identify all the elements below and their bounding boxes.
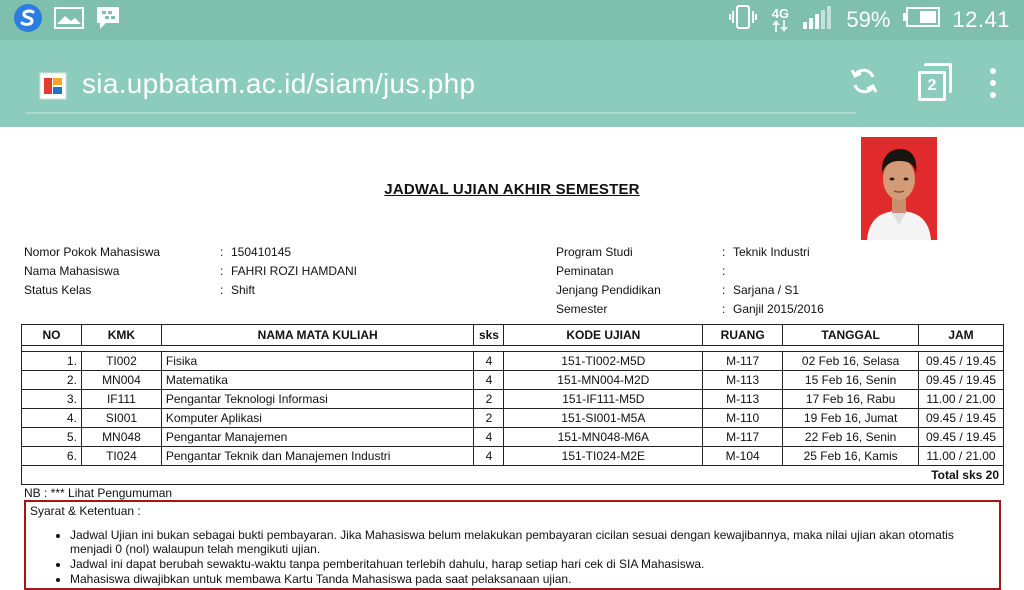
row-kmk: TI024 (81, 447, 161, 466)
col-header-kmk: KMK (81, 325, 161, 346)
row-room: M-104 (703, 447, 783, 466)
row-date: 15 Feb 16, Senin (783, 371, 919, 390)
row-sks: 4 (474, 447, 504, 466)
row-kmk: SI001 (81, 409, 161, 428)
reload-icon[interactable] (848, 65, 880, 102)
row-exam-code: 151-MN048-M6A (504, 428, 703, 447)
row-sks: 2 (474, 390, 504, 409)
address-bar[interactable] (26, 54, 856, 114)
row-room: M-110 (703, 409, 783, 428)
col-header-course-name: NAMA MATA KULIAH (161, 325, 474, 346)
info-colon: : (220, 264, 224, 278)
exam-schedule-table (21, 324, 1004, 485)
notification-icons (12, 4, 122, 36)
battery-icon (902, 6, 940, 34)
info-colon: : (722, 283, 726, 297)
info-label: Program Studi (556, 245, 633, 259)
terms-list (70, 528, 995, 587)
web-page (0, 127, 1024, 586)
table-total-row (22, 466, 1004, 485)
row-course-name: Komputer Aplikasi (161, 409, 474, 428)
student-info (24, 243, 357, 300)
info-row (24, 281, 357, 300)
info-row (556, 262, 824, 281)
network-type-label: 4G (771, 6, 790, 21)
info-label: Semester (556, 302, 608, 316)
row-time: 09.45 / 19.45 (919, 409, 1004, 428)
row-course-name: Matematika (161, 371, 474, 390)
col-header-sks: sks (474, 325, 504, 346)
row-kmk: IF111 (81, 390, 161, 409)
info-row (24, 243, 357, 262)
row-sks: 4 (474, 428, 504, 447)
info-row (556, 300, 824, 319)
info-colon: : (220, 245, 224, 259)
terms-box (24, 500, 1001, 590)
row-date: 02 Feb 16, Selasa (783, 352, 919, 371)
student-photo (861, 137, 937, 240)
row-kmk: MN004 (81, 371, 161, 390)
semester-value: Ganjil 2015/2016 (733, 302, 824, 316)
row-time: 11.00 / 21.00 (919, 390, 1004, 409)
row-room: M-113 (703, 390, 783, 409)
info-label: Nama Mahasiswa (24, 264, 120, 278)
row-sks: 4 (474, 352, 504, 371)
row-no: 2. (22, 371, 82, 390)
menu-kebab-icon[interactable] (988, 68, 998, 98)
info-row (24, 262, 357, 281)
row-no: 5. (22, 428, 82, 447)
info-label: Peminatan (556, 264, 614, 278)
row-sks: 2 (474, 409, 504, 428)
info-row (556, 281, 824, 300)
row-date: 17 Feb 16, Rabu (783, 390, 919, 409)
system-icons (728, 0, 1010, 40)
vibrate-icon (728, 4, 758, 36)
info-colon: : (722, 245, 726, 259)
education-level-value: Sarjana / S1 (733, 283, 800, 297)
info-label: Nomor Pokok Mahasiswa (24, 245, 161, 259)
row-no: 3. (22, 390, 82, 409)
signal-strength-icon (802, 4, 834, 36)
info-colon: : (722, 302, 726, 316)
row-room: M-117 (703, 352, 783, 371)
row-date: 25 Feb 16, Kamis (783, 447, 919, 466)
row-room: M-113 (703, 371, 783, 390)
terms-item: • Jadwal ini dapat berubah sewaktu-waktu tanpa pemberitahuan terlebih dahulu, harap setiap hari cek di SIA Mahasiswa. (70, 557, 995, 571)
row-course-name: Pengantar Manajemen (161, 428, 474, 447)
row-no: 4. (22, 409, 82, 428)
tab-switcher-button[interactable] (916, 63, 952, 103)
col-header-time: JAM (919, 325, 1004, 346)
total-sks: Total sks 20 (22, 466, 1004, 485)
nb-note: NB : *** Lihat Pengumuman (24, 486, 173, 500)
row-time: 09.45 / 19.45 (919, 428, 1004, 447)
table-row (22, 447, 1004, 466)
terms-item: • Mahasiswa diwajibkan untuk membawa Kartu Tanda Mahasiswa pada saat pelaksanaan ujian. (70, 572, 995, 586)
row-sks: 4 (474, 371, 504, 390)
row-course-name: Fisika (161, 352, 474, 371)
row-exam-code: 151-SI001-M5A (504, 409, 703, 428)
row-exam-code: 151-IF111-M5D (504, 390, 703, 409)
tab-count: 2 (918, 71, 946, 101)
info-label: Jenjang Pendidikan (556, 283, 661, 297)
table-row (22, 390, 1004, 409)
terms-title: Syarat & Ketentuan : (30, 504, 141, 518)
col-header-no: NO (22, 325, 82, 346)
url-text[interactable]: sia.upbatam.ac.id/siam/jus.php (82, 68, 476, 99)
battery-percent: 59% (846, 7, 891, 32)
row-kmk: MN048 (81, 428, 161, 447)
row-time: 09.45 / 19.45 (919, 352, 1004, 371)
row-date: 22 Feb 16, Senin (783, 428, 919, 447)
info-row (556, 243, 824, 262)
table-row (22, 409, 1004, 428)
study-program-value: Teknik Industri (733, 245, 810, 259)
row-time: 09.45 / 19.45 (919, 371, 1004, 390)
row-exam-code: 151-TI002-M5D (504, 352, 703, 371)
clock: 12.41 (952, 7, 1010, 32)
terms-item: • Jadwal Ujian ini bukan sebagai bukti pembayaran. Jika Mahasiswa belum melakukan pembayaran cicilan sesuai dengan kewajibannya, maka nilai ujian akan otomatis menjadi 0 (nol) walaupun telah mengikuti ujian. (70, 528, 995, 556)
app-s-icon (12, 2, 44, 39)
row-no: 6. (22, 447, 82, 466)
student-id-value: 150410145 (231, 245, 292, 259)
browser-toolbar (0, 40, 1024, 127)
row-date: 19 Feb 16, Jumat (783, 409, 919, 428)
row-time: 11.00 / 21.00 (919, 447, 1004, 466)
row-exam-code: 151-TI024-M2E (504, 447, 703, 466)
info-colon: : (722, 264, 726, 278)
status-bar (0, 0, 1024, 40)
page-title: JADWAL UJIAN AKHIR SEMESTER (384, 181, 640, 198)
table-row (22, 428, 1004, 447)
info-colon: : (220, 283, 224, 297)
row-course-name: Pengantar Teknologi Informasi (161, 390, 474, 409)
student-name-value: FAHRI ROZI HAMDANI (231, 264, 358, 278)
toolbar-actions (848, 60, 998, 106)
program-info (556, 243, 824, 319)
table-row (22, 352, 1004, 371)
table-header-row (22, 325, 1004, 346)
bbm-icon (94, 5, 122, 36)
network-4g-icon (770, 8, 790, 32)
row-course-name: Pengantar Teknik dan Manajemen Industri (161, 447, 474, 466)
class-status-value: Shift (231, 283, 256, 297)
row-kmk: TI002 (81, 352, 161, 371)
col-header-date: TANGGAL (783, 325, 919, 346)
table-row (22, 371, 1004, 390)
row-exam-code: 151-MN004-M2D (504, 371, 703, 390)
row-no: 1. (22, 352, 82, 371)
site-favicon-icon (40, 73, 66, 99)
gallery-icon (54, 6, 84, 35)
info-label: Status Kelas (24, 283, 92, 297)
col-header-exam-code: KODE UJIAN (504, 325, 703, 346)
row-room: M-117 (703, 428, 783, 447)
col-header-room: RUANG (703, 325, 783, 346)
